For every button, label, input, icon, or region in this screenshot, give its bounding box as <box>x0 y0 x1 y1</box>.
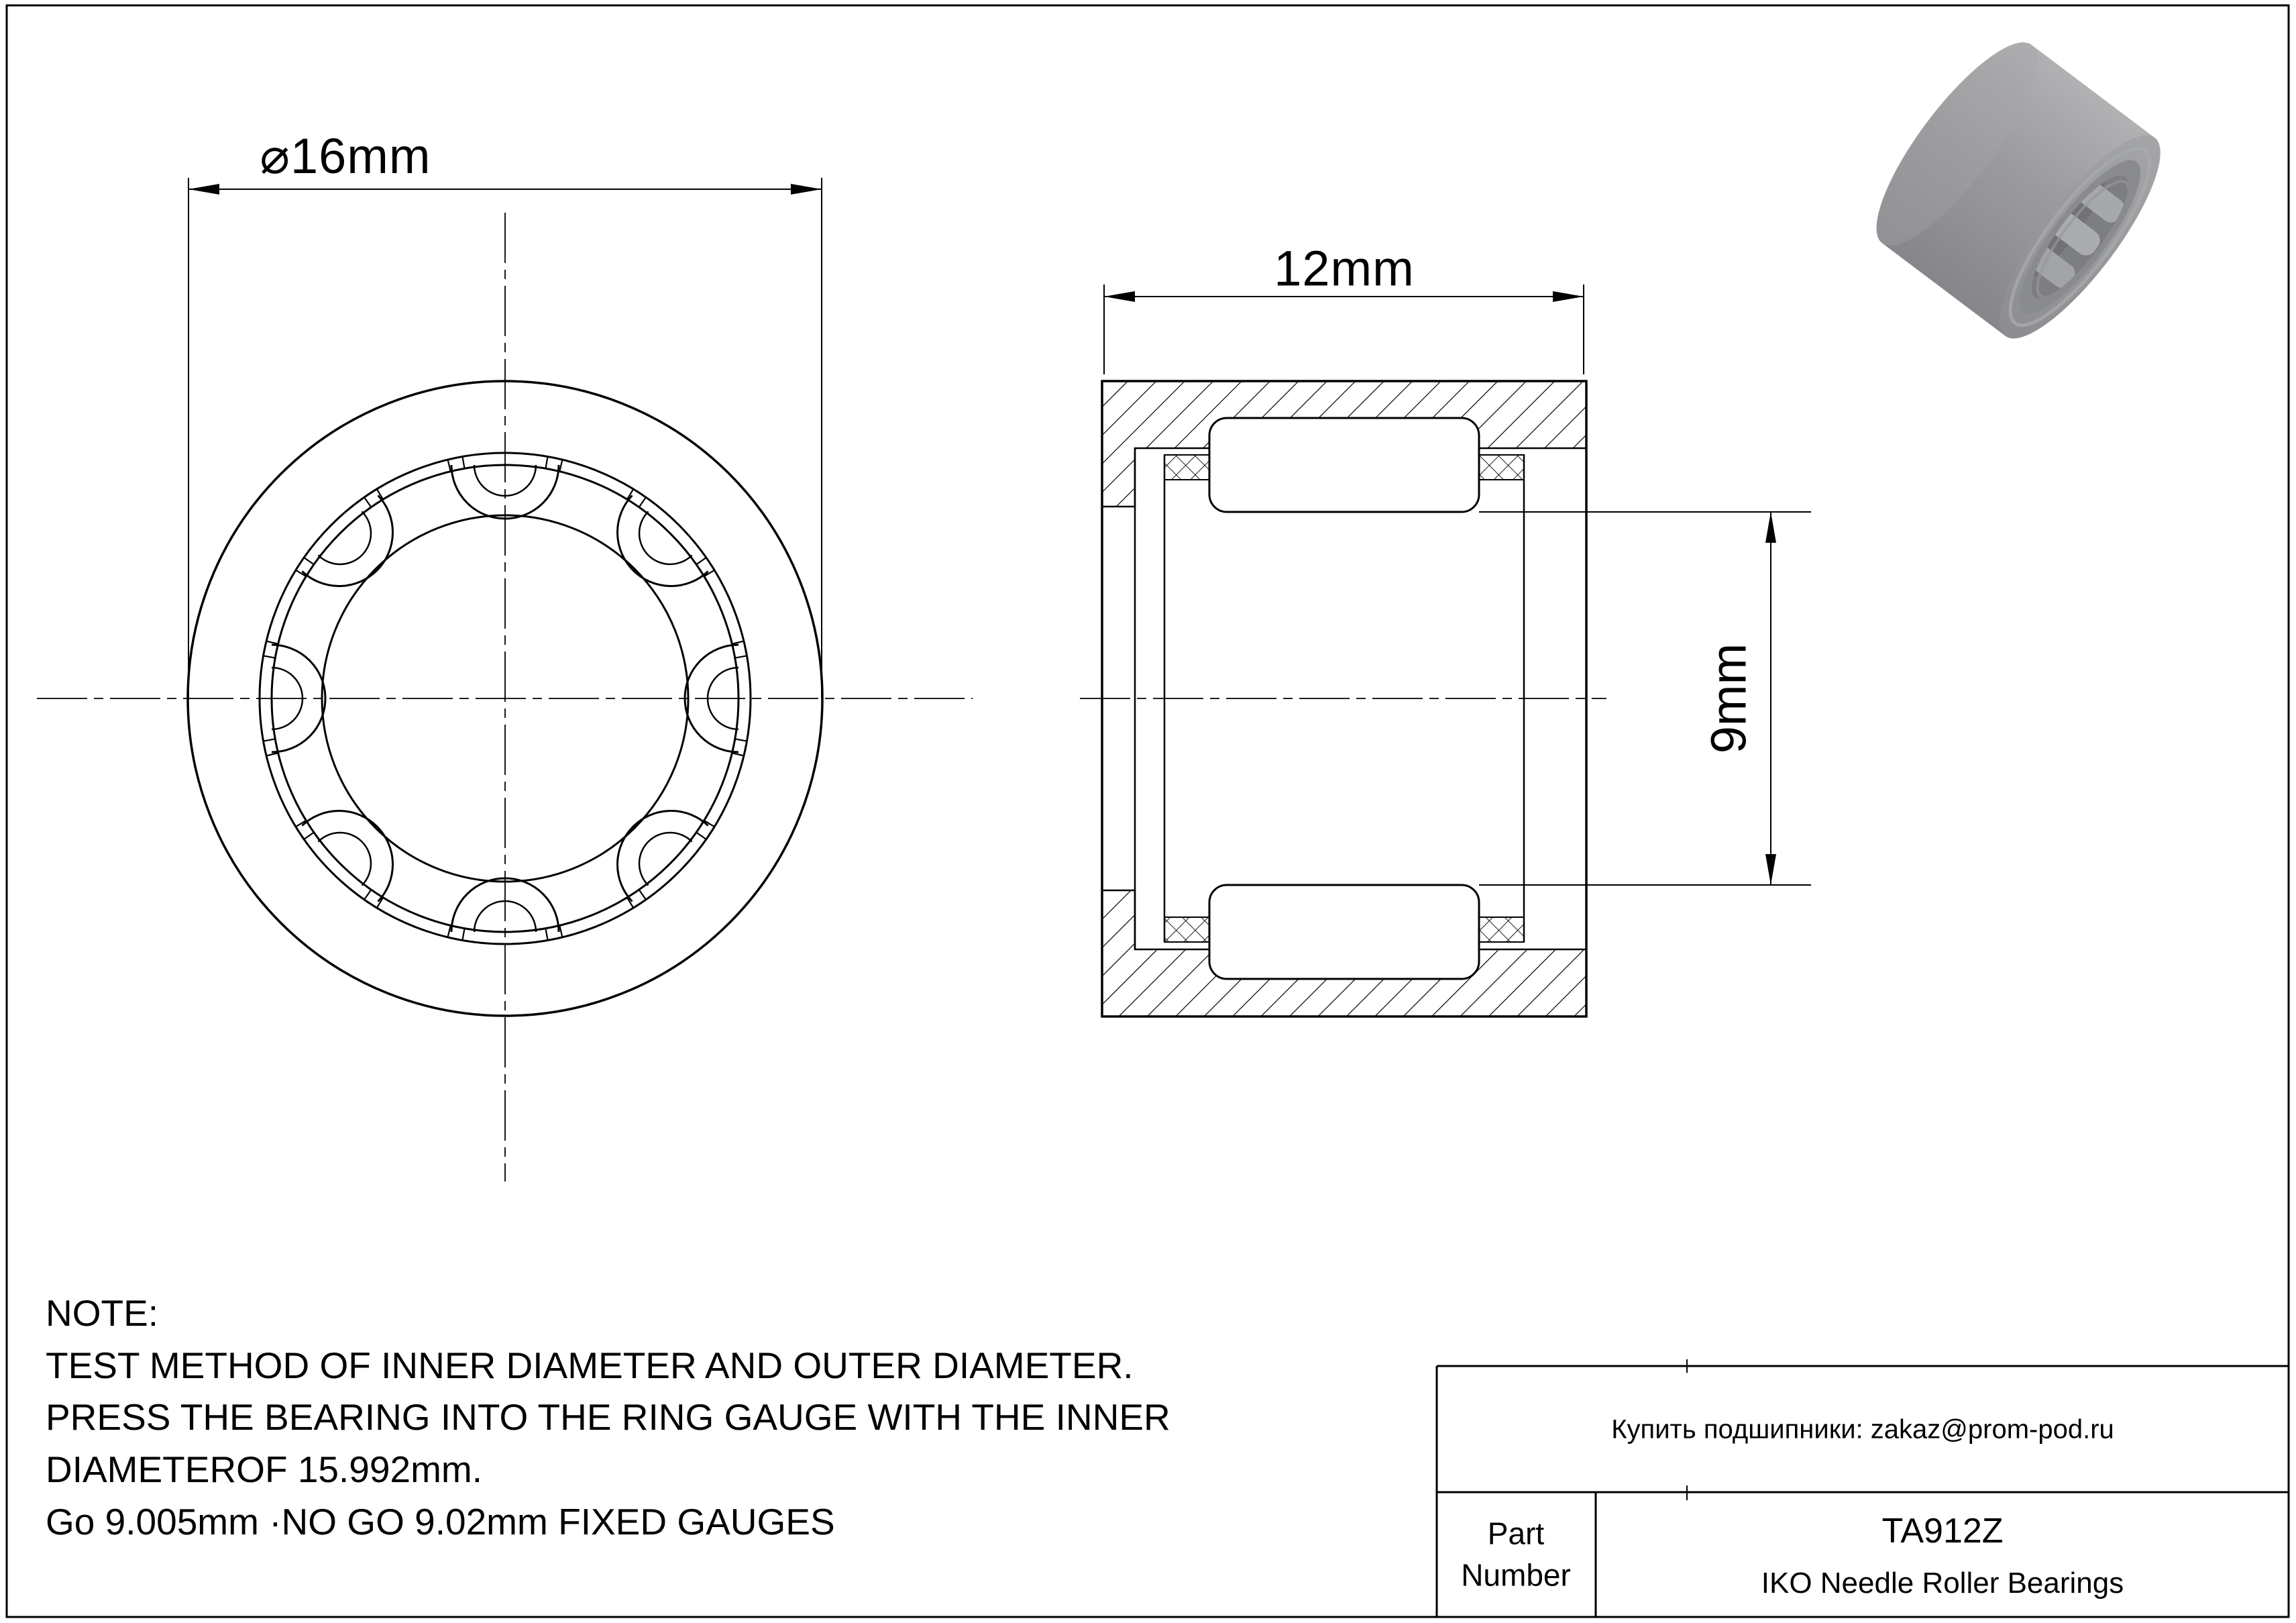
bearing-3d-render <box>1853 23 2184 358</box>
front-view <box>37 178 973 1182</box>
part-number-value: TA912Z <box>1881 1512 2004 1551</box>
cage-pocket-tick <box>463 458 465 468</box>
roller-inner-arc <box>318 511 371 564</box>
part-number-label <box>1461 1513 1571 1595</box>
cage-pocket-tick <box>732 753 743 756</box>
cage-pocket-tick <box>365 498 371 507</box>
cage-pocket-tick <box>639 890 645 899</box>
cage-pocket-tick <box>560 460 563 471</box>
outer-diameter-label: ⌀16mm <box>260 128 431 184</box>
cage-pocket-tick <box>264 739 275 741</box>
bore-label: 9mm <box>1700 643 1757 754</box>
cage-pocket-tick <box>365 890 371 899</box>
cage-pocket-tick <box>448 926 451 937</box>
cage-pocket-tick <box>697 558 706 564</box>
note-title: NOTE: <box>46 1292 159 1334</box>
part-number-label-line1: Part <box>1487 1516 1545 1551</box>
cage-pocket-tick <box>639 498 645 507</box>
note-line-4: Go 9.005mm ·NO GO 9.02mm FIXED GAUGES <box>46 1501 835 1542</box>
part-description: IKO Needle Roller Bearings <box>1761 1567 2124 1600</box>
cage-pocket-tick <box>736 656 747 658</box>
arrowhead-left <box>1104 291 1135 302</box>
arrowhead-left <box>188 184 219 195</box>
cage-pocket-tick <box>448 460 451 471</box>
cage-pocket-tick <box>546 458 548 468</box>
cage-pocket-tick <box>264 656 275 658</box>
arrowhead-up <box>1765 512 1776 543</box>
cage-pocket-tick <box>546 929 548 940</box>
note-line-3: DIAMETEROF 15.992mm. <box>46 1449 482 1490</box>
arrowhead-right <box>791 184 822 195</box>
cage-section-top-right <box>1479 455 1524 480</box>
roller-inner-arc <box>639 511 692 564</box>
cage-pocket-tick <box>305 558 313 564</box>
cage-section-top-left <box>1164 455 1209 480</box>
cage-section-bottom-right <box>1479 917 1524 942</box>
cage-pocket-tick <box>560 926 563 937</box>
cage-pocket-tick <box>267 753 278 756</box>
roller-inner-arc <box>639 833 692 886</box>
note-line-1: TEST METHOD OF INNER DIAMETER AND OUTER DIAMETER. <box>46 1345 1134 1386</box>
arrowhead-down <box>1765 854 1776 885</box>
arrowhead-right <box>1553 291 1584 302</box>
width-dimension <box>1104 284 1584 374</box>
title-block-contact: Купить подшипники: zakaz@prom-pod.ru <box>1611 1414 2114 1445</box>
cage-pocket-tick <box>267 641 278 644</box>
roller-inner-arc <box>318 833 371 886</box>
part-number-label-line2: Number <box>1461 1557 1571 1592</box>
cage-section-bottom-left <box>1164 917 1209 942</box>
needle-roller-section-top <box>1209 418 1479 512</box>
cage-pocket-tick <box>697 833 706 839</box>
cage-pocket-tick <box>736 739 747 741</box>
cage-pocket-tick <box>305 833 313 839</box>
note-line-2: PRESS THE BEARING INTO THE RING GAUGE WITH THE INNER <box>46 1396 1170 1438</box>
width-label: 12mm <box>1274 240 1415 297</box>
cage-pocket-tick <box>463 929 465 940</box>
cage-pocket-tick <box>732 641 743 644</box>
needle-roller-section-bottom <box>1209 885 1479 979</box>
